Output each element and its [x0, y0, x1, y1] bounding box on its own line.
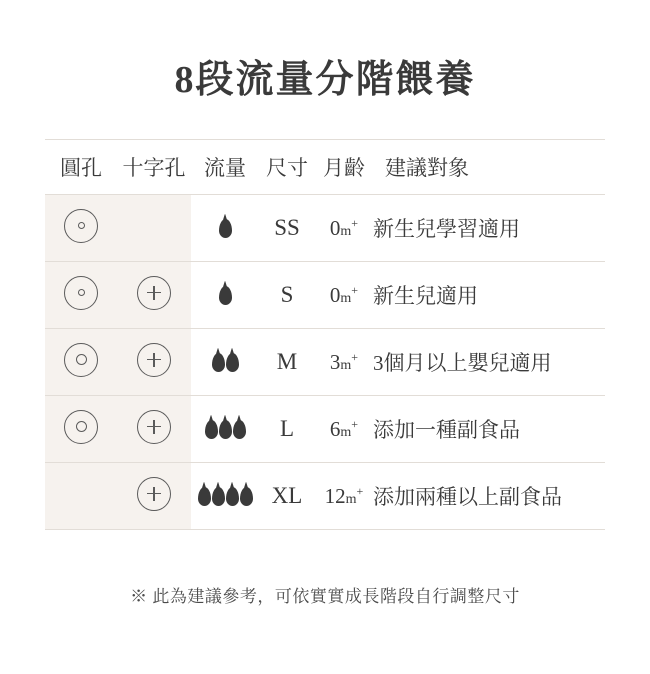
cell-target: 添加兩種以上副食品 [373, 463, 605, 530]
cell-size: L [259, 396, 315, 463]
cell-flow [191, 262, 259, 329]
table-row [45, 195, 605, 262]
droplet-icon [198, 487, 211, 506]
month-plus: + [351, 416, 359, 431]
droplet-icon [212, 353, 225, 372]
cell-size: M [259, 329, 315, 396]
header-cross-hole: 十字孔 [117, 140, 191, 195]
cell-month [315, 195, 373, 262]
cell-size: SS [259, 195, 315, 262]
droplet-icon [233, 420, 246, 439]
table-row [45, 329, 605, 396]
droplet-icon [219, 219, 232, 238]
cross-hole-icon [137, 410, 171, 444]
page-title: 8段流量分階餵養 [174, 59, 476, 101]
month-unit: m [340, 424, 352, 440]
table-header-row [45, 140, 605, 195]
header-target: 建議對象 [373, 140, 605, 195]
cell-cross-hole [117, 262, 191, 329]
flow-droplets [191, 487, 259, 506]
table-row [45, 262, 605, 329]
month-plus: + [356, 483, 364, 498]
header-flow: 流量 [191, 140, 259, 195]
cross-hole-icon [137, 343, 171, 377]
round-hole-icon [64, 343, 98, 377]
cell-round-hole [45, 262, 117, 329]
droplet-icon [226, 353, 239, 372]
cell-target: 3個月以上嬰兒適用 [373, 329, 605, 396]
droplet-icon [226, 487, 239, 506]
header-round-hole: 圓孔 [45, 140, 117, 195]
round-hole-icon [64, 410, 98, 444]
cell-round-hole [45, 463, 117, 530]
cell-size: S [259, 262, 315, 329]
header-size: 尺寸 [259, 140, 315, 195]
round-hole-icon [64, 209, 98, 243]
droplet-icon [219, 286, 232, 305]
cell-target: 新生兒學習適用 [373, 195, 605, 262]
flow-droplets [191, 219, 259, 238]
cell-flow [191, 195, 259, 262]
cell-size: XL [259, 463, 315, 530]
month-plus: + [351, 282, 359, 297]
month-unit: m [340, 223, 352, 239]
cell-cross-hole [117, 329, 191, 396]
cell-cross-hole [117, 396, 191, 463]
month-number: 0 [329, 215, 341, 240]
table-header [45, 140, 605, 195]
cell-target: 添加一種副食品 [373, 396, 605, 463]
flow-droplets [191, 286, 259, 305]
month-unit: m [340, 290, 352, 306]
droplet-icon [205, 420, 218, 439]
month-number: 0 [329, 282, 341, 307]
cell-round-hole [45, 195, 117, 262]
header-month: 月齡 [315, 140, 373, 195]
cell-round-hole [45, 396, 117, 463]
spec-table-wrapper [45, 139, 605, 530]
cell-month [315, 463, 373, 530]
cross-hole-icon [137, 276, 171, 310]
round-hole-icon [64, 276, 98, 310]
month-number: 3 [329, 349, 341, 374]
cell-flow [191, 463, 259, 530]
footnote: ※ 此為建議參考，可依實實成長階段自行調整尺寸 [130, 587, 520, 606]
cell-cross-hole [117, 463, 191, 530]
table-row [45, 463, 605, 530]
table-row [45, 396, 605, 463]
cell-target: 新生兒適用 [373, 262, 605, 329]
droplet-icon [219, 420, 232, 439]
flow-droplets [191, 353, 259, 372]
month-unit: m [345, 491, 357, 507]
droplet-icon [212, 487, 225, 506]
cell-round-hole [45, 329, 117, 396]
cross-hole-icon [137, 477, 171, 511]
month-number: 6 [329, 416, 341, 441]
cell-flow [191, 329, 259, 396]
flow-droplets [191, 420, 259, 439]
month-number: 12 [324, 483, 346, 508]
month-plus: + [351, 215, 359, 230]
cell-month [315, 262, 373, 329]
cell-month [315, 396, 373, 463]
month-unit: m [340, 357, 352, 373]
spec-table [45, 139, 605, 530]
cell-month [315, 329, 373, 396]
month-plus: + [351, 349, 359, 364]
table-body [45, 195, 605, 530]
droplet-icon [240, 487, 253, 506]
cell-cross-hole [117, 195, 191, 262]
cell-flow [191, 396, 259, 463]
